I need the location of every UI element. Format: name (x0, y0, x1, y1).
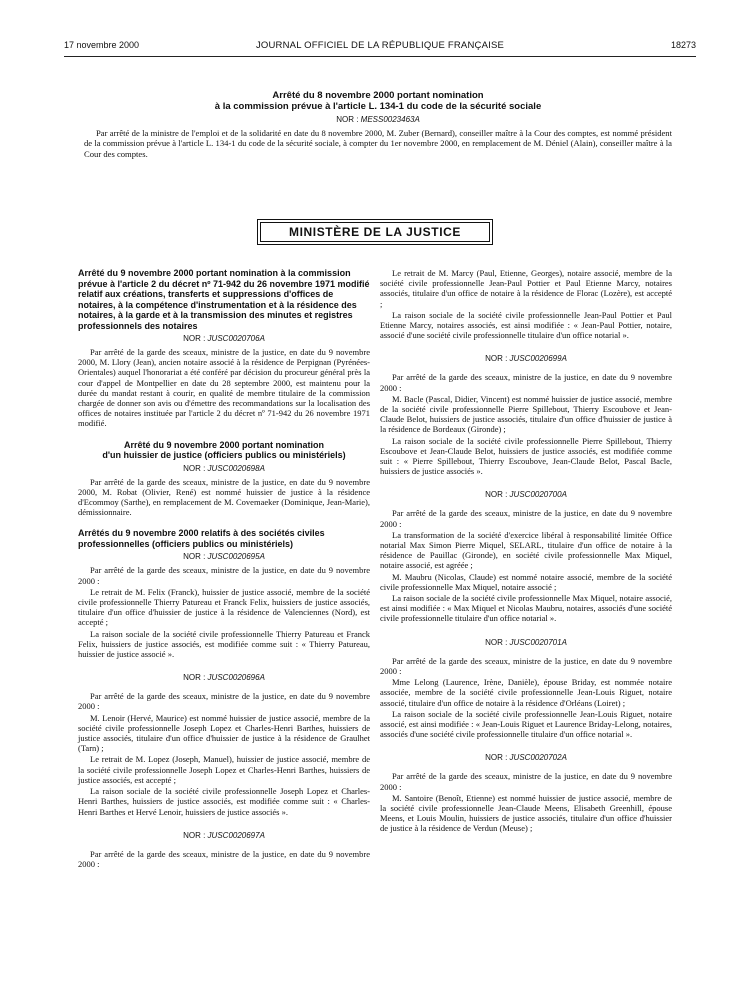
right-article-2-paragraph-1: Par arrêté de la garde des sceaux, ministre de la justice, en date du 9 novembre 2000 : (380, 508, 672, 529)
right-article-1-paragraph-1: Par arrêté de la garde des sceaux, ministre de la justice, en date du 9 novembre 2000 : (380, 372, 672, 393)
article-4-paragraph-4: La raison sociale de la société civile professionnelle Joseph Lopez et Charles-Henri Barthes, huissiers de justice associés, est modifiée comme suit : « Charles-Henri Barthes et Hervé Lenoir, huissiers de justice associés ». (78, 786, 370, 817)
article-4-nor: NOR : JUSC0020696A (183, 673, 265, 683)
article-4-paragraph-1: Par arrêté de la garde des sceaux, ministre de la justice, en date du 9 novembre 2000 : (78, 691, 370, 712)
right-article-2-nor: NOR : JUSC0020700A (485, 490, 567, 500)
article-4-paragraph-2: M. Lenoir (Hervé, Maurice) est nommé huissier de justice associé, membre de la société civile professionnelle Joseph Lopez et Charles-Henri Barthes, huissiers de justice associés, titulaire d'un office d'huissier de justice à la résidence de Graulhet (Tarn) ; (78, 712, 370, 754)
right-article-3-nor: NOR : JUSC0020701A (485, 637, 567, 647)
right-article-2-paragraph-2: La transformation de la société d'exercice libéral à responsabilité limitée Office notarial Max Simon Pierre Miquel, SELARL, titulaire d'un office de notaire à la résidence de Pauillac (Gironde), en société civile professionnelle Max Miquel, notaire associé, est agréée ; (380, 529, 672, 571)
top-article-title-line2: à la commission prévue à l'article L. 134-1 du code de la sécurité sociale (214, 101, 542, 112)
right-article-4-paragraph-1: Par arrêté de la garde des sceaux, ministre de la justice, en date du 9 novembre 2000 : (380, 771, 672, 792)
top-article (84, 90, 672, 160)
article-3-paragraph-2: Le retrait de M. Felix (Franck), huissier de justice associé, membre de la société civile professionnelle Thierry Patureau et Franck Felix, huissiers de justice associés, titulaire d'un office d'huissier de justice à la résidence de Valenciennes (Nord), est accepté ; (78, 586, 370, 628)
right-article-1-paragraph-2: M. Bacle (Pascal, Didier, Vincent) est nommé huissier de justice associé, membre de la société civile professionnelle Pierre Spillebout, Thierry Escoubove et Jean-Claude Belot, huissiers de justice associés, titulaire d'un office d'huissier de justice à la résidence de Bordeaux (Gironde) ; (380, 393, 672, 435)
right-continuation-paragraph-1: Le retrait de M. Marcy (Paul, Etienne, Georges), notaire associé, membre de la société civile professionnelle Jean-Paul Pottier et Paul Etienne Marcy, notaires associés, titulaire d'un office de notaire à la résidence de Florac (Lozère), est accepté ; (380, 268, 672, 309)
ministry-box (257, 219, 493, 245)
right-article-4-nor: NOR : JUSC0020702A (485, 753, 567, 763)
top-article-paragraph: Par arrêté de la ministre de l'emploi et de la solidarité en date du 8 novembre 2000, M. Zuber (Bernard), conseiller maître à la Cour des comptes, est nommé président de la commission prévue à l'article L. 134-1 du code de la sécurité sociale, à compter du 1er novembre 2000, en remplacement de M. Déniel (Alain), conseiller maître à la Cour des comptes. (84, 128, 672, 159)
page-header (64, 40, 696, 54)
right-article-2-paragraph-3: M. Maubru (Nicolas, Claude) est nommé notaire associé, membre de la société civile professionnelle Max Miquel, notaire associé ; (380, 571, 672, 592)
article-3-title: Arrêtés du 9 novembre 2000 relatifs à des sociétés civiles professionnelles (officiers publics ou ministériels) (78, 528, 325, 549)
right-article-3-paragraph-1: Par arrêté de la garde des sceaux, ministre de la justice, en date du 9 novembre 2000 : (380, 655, 672, 676)
article-5-nor: NOR : JUSC0020697A (183, 830, 265, 840)
right-continuation-paragraph-2: La raison sociale de la société civile professionnelle Jean-Paul Pottier et Paul Etienne Marcy, notaires associés, est ainsi modifiée : « Jean-Paul Pottier, notaire, associé d'une société civile professionnelle titulaire d'un office notarial ». (380, 309, 672, 341)
left-column (78, 268, 370, 870)
article-1-title: Arrêté du 9 novembre 2000 portant nomination à la commission prévue à l'article 2 du décret nº 71-942 du 26 novembre 1971 modifié relatif aux créations, transferts et suppressions d'offices de notaires, à la compétence d'instrumentation et à la résidence des notaires, à la garde et à la transmission des minutes et registres professionnels des notaires (78, 268, 370, 331)
issue-date: 17 novembre 2000 (64, 40, 140, 50)
right-article-1-paragraph-3: La raison sociale de la société civile professionnelle Pierre Spillebout, Thierry Escoubove et Jean-Claude Belot, huissiers de justice associés, est modifiée comme suit : « Pierre Spillebout, Thierry Escoubove, Jean-Claude Belot, Pascal Bacle, huissiers de justice associés ». (380, 435, 672, 477)
top-article-title-line1: Arrêté du 8 novembre 2000 portant nomination (272, 90, 484, 101)
article-3-paragraph-3: La raison sociale de la société civile professionnelle Thierry Patureau et Franck Felix, huissiers de justice associés, est modifiée comme suit : « Thierry Patureau, huissier de justice associé ». (78, 628, 370, 660)
journal-title: JOURNAL OFFICIEL DE LA RÉPUBLIQUE FRANÇAISE (255, 40, 505, 51)
header-rule (64, 56, 696, 57)
right-article-3-paragraph-2: Mme Lelong (Laurence, Irène, Danièle), épouse Briday, est nommée notaire associée, membre de la société civile professionnelle Jean-Louis Riguet, notaire associé, titulaire d'un office de notaire à la résidence d'Orléans (Loiret) ; (380, 677, 672, 708)
nor-code: MESS0023463A (360, 115, 420, 124)
right-column (380, 268, 672, 835)
article-4-paragraph-3: Le retrait de M. Lopez (Joseph, Manuel), huissier de justice associé, membre de la société civile professionnelle Joseph Lopez et Charles-Henri Barthes, huissiers de justice associés, est accepté ; (78, 754, 370, 785)
right-article-4-paragraph-2: M. Santoire (Benoît, Etienne) est nommé huissier de justice associé, membre de la société civile professionnelle Jean-Claude Meens, Elisabeth Greenhill, épouse Meens, et Louis Moulin, huissiers de justice associés, titulaire d'un office d'huissier de justice à la résidence de Verdun (Meuse) ; (380, 792, 672, 834)
article-1-paragraph: Par arrêté de la garde des sceaux, ministre de la justice, en date du 9 novembre 2000, M. Llory (Jean), ancien notaire associé à la résidence de Perpignan (Pyrénées-Orientales) auquel l'honorariat a été conféré par décision du procureur général près la cour d'appel de Montpellier en date du 28 septembre 2000, est maintenu pour la durée du mandat restant à courir, en qualité de membre titulaire de la commission chargée de donner son avis ou d'émettre des recommandations sur la localisation des offices de notaires instituée par l'article 2 du décret nº 71-942 du 26 novembre 1971 modifié. (78, 347, 370, 429)
article-2-title-line1: Arrêté du 9 novembre 2000 portant nomination (123, 439, 325, 450)
article-2-title-line2: d'un huissier de justice (officiers publics ou ministériels) (102, 450, 346, 461)
article-3-paragraph-1: Par arrêté de la garde des sceaux, ministre de la justice, en date du 9 novembre 2000 : (78, 565, 370, 586)
article-2-nor: NOR : JUSC0020698A (183, 463, 265, 473)
right-article-3-paragraph-3: La raison sociale de la société civile professionnelle Jean-Louis Riguet, notaire associé, est ainsi modifiée : « Jean-Louis Riguet et Laurence Briday-Lelong, notaires, associés d'une société civile professionnelle titulaire d'un office notarial ». (380, 708, 672, 740)
article-3-nor: NOR : JUSC0020695A (183, 552, 265, 562)
right-article-2-paragraph-4: La raison sociale de la société civile professionnelle Max Miquel, notaire associé, est ainsi modifiée : « Max Miquel et Nicolas Maubru, notaires, associés d'une société civile professionnelle titulaire d'un office notarial ». (380, 593, 672, 624)
article-2-paragraph: Par arrêté de la garde des sceaux, ministre de la justice, en date du 9 novembre 2000, M. Robat (Olivier, René) est nommé huissier de justice à la résidence d'Ecommoy (Sarthe), en remplacement de M. Covemaeker (Dominique, Jean-Marie), démissionnaire. (78, 476, 370, 518)
ministry-title: MINISTÈRE DE LA JUSTICE (260, 222, 490, 242)
article-5-paragraph-1: Par arrêté de la garde des sceaux, ministre de la justice, en date du 9 novembre 2000 : (78, 848, 370, 869)
article-1-nor: NOR : JUSC0020706A (183, 334, 265, 343)
top-article-nor (84, 115, 672, 124)
right-article-1-nor: NOR : JUSC0020699A (485, 354, 567, 364)
nor-label: NOR : (336, 115, 359, 124)
page-number: 18273 (670, 40, 696, 50)
